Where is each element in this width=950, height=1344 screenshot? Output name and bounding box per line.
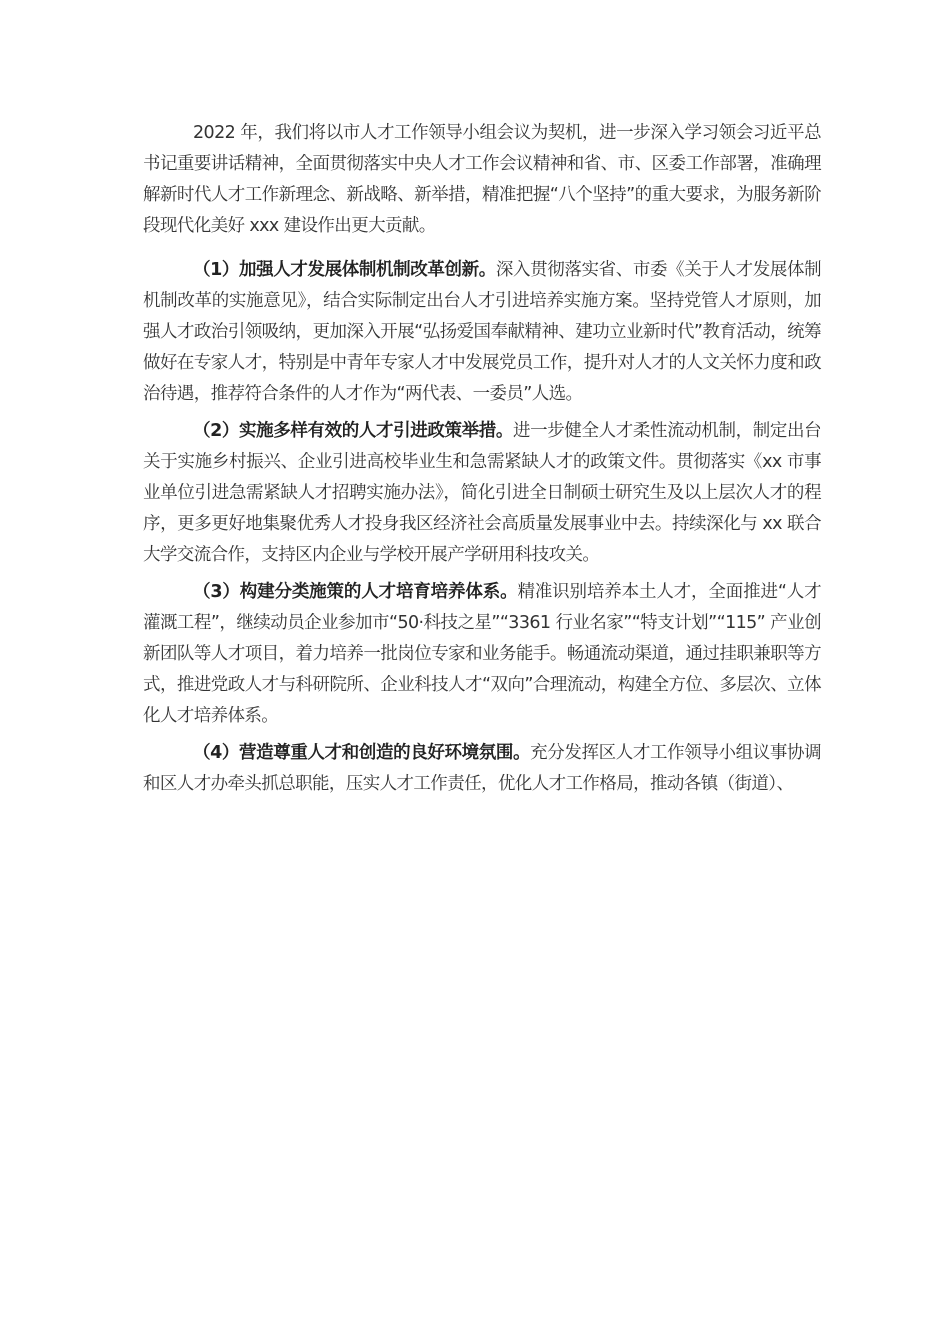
section-paragraph-1 [143,255,821,410]
section-text-3: 精准识别培养本土人才，全面推进“人才灌溉工程”，继续动员企业参加市“50·科技之星”“3361 行业名家”“特支计划”“115” 产业创新团队等人才项目，着力培养一批岗位专家和业务能手。畅通流动渠道，通过挂职兼职等方式，推进党政人才与科研院所、企业科技人才“双向”合理流动，构建全方位、多层次、立体化人才培养体系。 [143,582,822,726]
section-paragraph-3 [143,577,821,732]
section-text-2: 进一步健全人才柔性流动机制，制定出台关于实施乡村振兴、企业引进高校毕业生和急需紧缺人才的政策文件。贯彻落实《xx 市事业单位引进急需紧缺人才招聘实施办法》，简化引进全日制硕士研究生及以上层次人才的程序，更多更好地集聚优秀人才投身我区经济社会高质量发展事业中去。持续深化与 xx 联合大学交流合作，支持区内企业与学校开展产学研用科技攻关。 [143,421,821,565]
section-text-4: 充分发挥区人才工作领导小组议事协调和区人才办牵头抓总职能，压实人才工作责任，优化人才工作格局，推动各镇（街道）、 [143,743,821,794]
section-paragraph-2 [143,416,821,571]
document-body [143,118,821,806]
section-heading-1: （1）加强人才发展体制机制改革创新。 [193,260,496,280]
section-heading-3: （3）构建分类施策的人才培育培养体系。 [193,582,518,602]
intro-paragraph: 2022 年，我们将以市人才工作领导小组会议为契机，进一步深入学习领会习近平总书记重要讲话精神，全面贯彻落实中央人才工作会议精神和省、市、区委工作部署，准确理解新时代人才工作新理念、新战略、新举措，精准把握“八个坚持”的重大要求，为服务新阶段现代化美好 xxx 建设作出更大贡献。 [143,123,821,236]
section-paragraph-4 [143,738,821,800]
section-text-1: 深入贯彻落实省、市委《关于人才发展体制机制改革的实施意见》，结合实际制定出台人才引进培养实施方案。坚持党管人才原则，加强人才政治引领吸纳，更加深入开展“弘扬爱国奉献精神、建功立业新时代”教育活动，统筹做好在专家人才，特别是中青年专家人才中发展党员工作，提升对人才的人文关怀力度和政治待遇，推荐符合条件的人才作为“两代表、一委员”人选。 [143,260,821,404]
section-heading-4: （4）营造尊重人才和创造的良好环境氛围。 [193,743,531,763]
section-heading-2: （2）实施多样有效的人才引进政策举措。 [193,421,514,441]
